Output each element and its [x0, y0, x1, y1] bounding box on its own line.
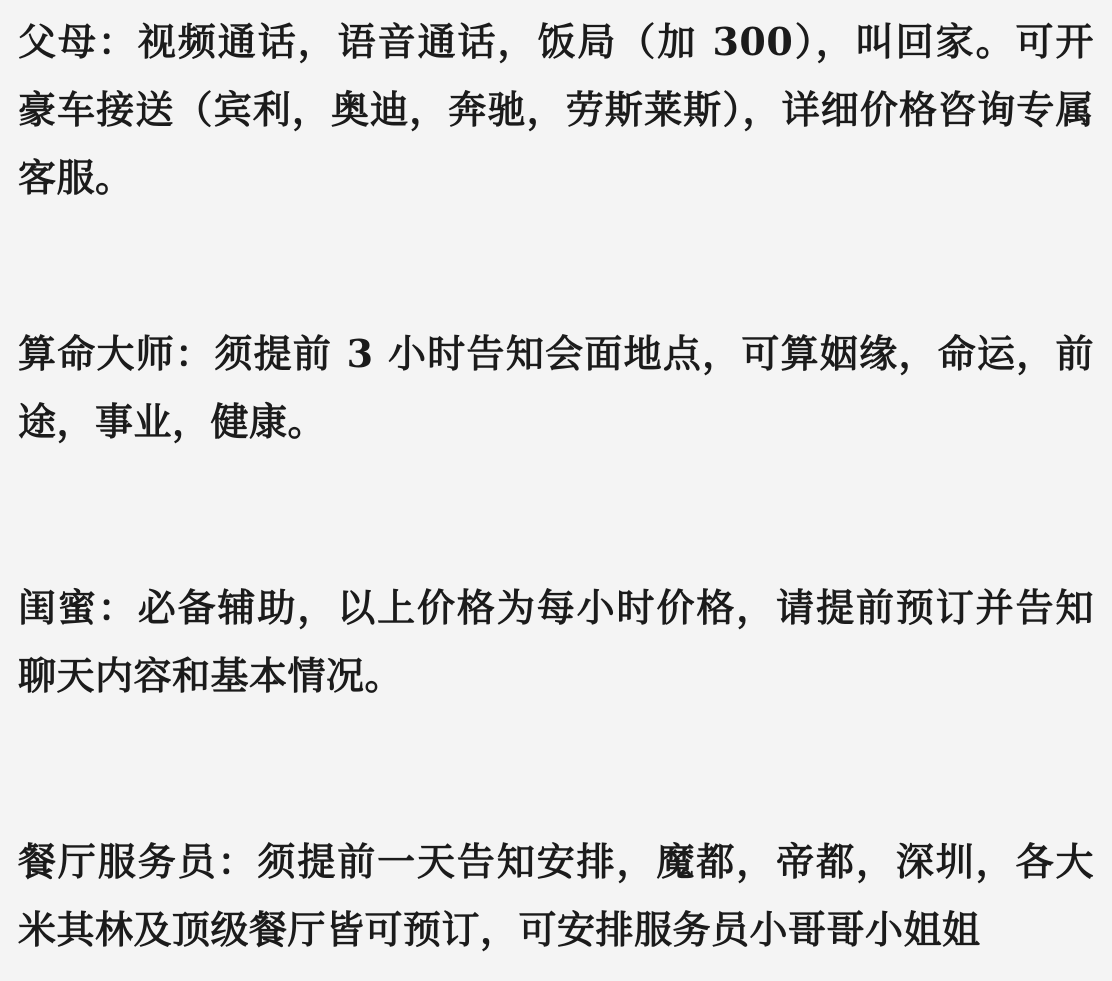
paragraph-fortune-teller: 算命大师：须提前 3 小时告知会面地点，可算姻缘，命运，前途，事业，健康。 — [18, 331, 1094, 444]
paragraph-restaurant-waiter: 餐厅服务员：须提前一天告知安排，魔都，帝都，深圳，各大米其林及顶级餐厅皆可预订，可安排服务员小哥哥小姐姐 — [18, 839, 1094, 952]
paragraph-parents: 父母：视频通话，语音通话，饭局（加 300），叫回家。可开豪车接送（宾利，奥迪，奔驰，劳斯莱斯），详细价格咨询专属客服。 — [18, 19, 1094, 200]
document-body — [18, 8, 1094, 964]
paragraph-best-friend: 闺蜜：必备辅助，以上价格为每小时价格，请提前预订并告知聊天内容和基本情况。 — [18, 585, 1094, 698]
